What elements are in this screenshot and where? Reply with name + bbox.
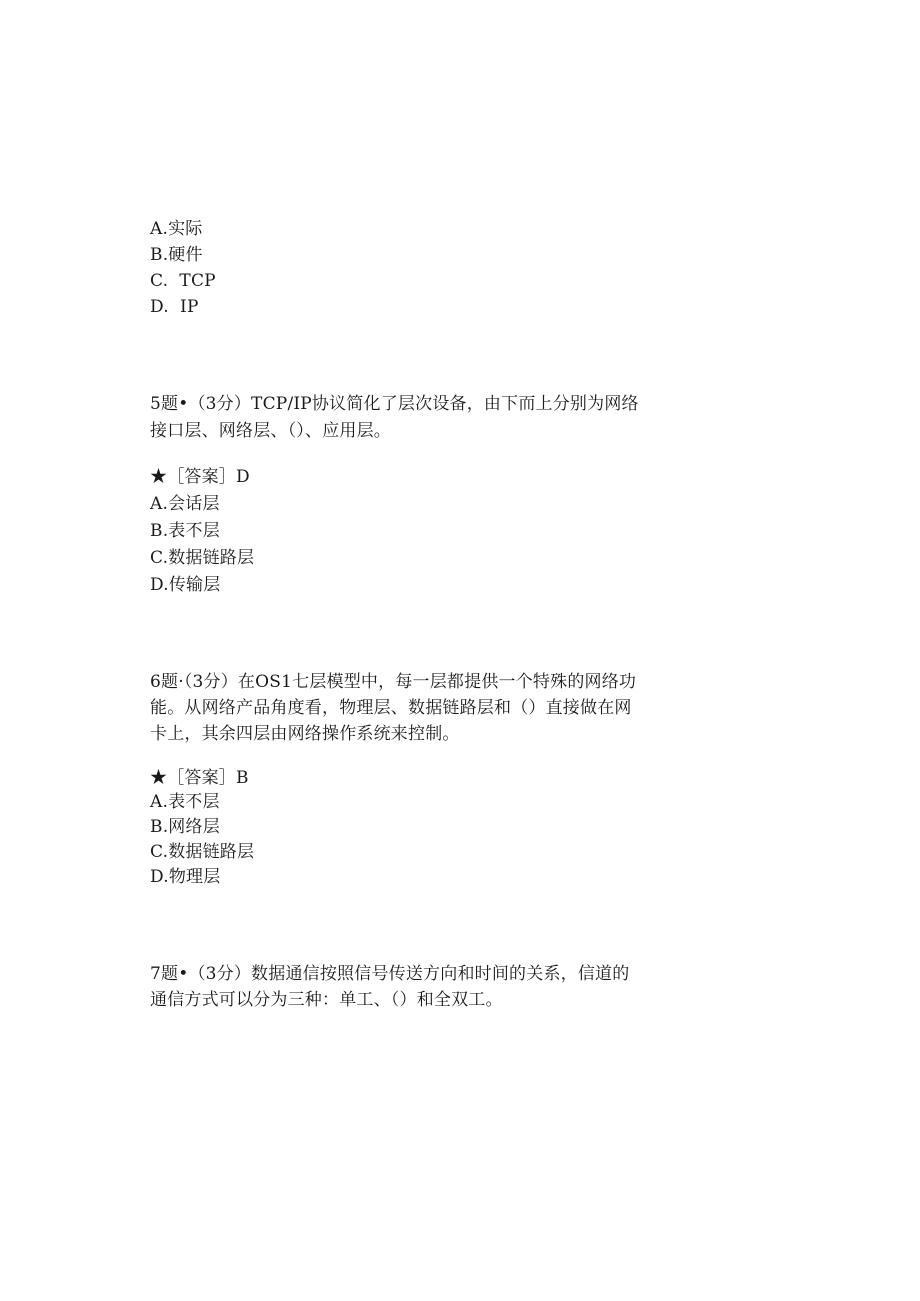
question-6-answer: ★［答案］B [150, 768, 249, 788]
option-a: A.会话层 [150, 494, 220, 514]
option-b: B.表不层 [150, 521, 220, 541]
question-7-text-line-1: 7题•（3分）数据通信按照信号传送方向和时间的关系，信道的 [150, 964, 630, 984]
option-c: C.数据链路层 [150, 842, 255, 862]
option-a: A.实际 [150, 219, 203, 239]
option-d: D.物理层 [150, 867, 221, 887]
option-c: C. TCP [150, 271, 216, 291]
question-5-text-line-1: 5题•（3分）TCP/IP协议简化了层次设备，由下而上分别为网络 [150, 394, 639, 414]
option-b: B.网络层 [150, 817, 220, 837]
question-7-text-line-2: 通信方式可以分为三种：单工、（）和全双工。 [150, 990, 503, 1010]
question-5-text-line-2: 接口层、网络层、（）、应用层。 [150, 421, 391, 441]
option-b: B.硬件 [150, 245, 203, 265]
option-d: D. IP [150, 297, 199, 317]
question-6-text-line-2: 能。从网络产品角度看，物理层、数据链路层和（）直接做在网 [150, 698, 632, 718]
option-d: D.传输层 [150, 575, 221, 595]
question-6-text-line-3: 卡上，其余四层由网络操作系统来控制。 [150, 724, 460, 744]
option-c: C.数据链路层 [150, 548, 255, 568]
question-5-answer: ★［答案］D [150, 467, 250, 487]
question-6-text-line-1: 6题·（3分）在OS1七层模型中，每一层都提供一个特殊的网络功 [150, 672, 637, 692]
option-a: A.表不层 [150, 792, 220, 812]
